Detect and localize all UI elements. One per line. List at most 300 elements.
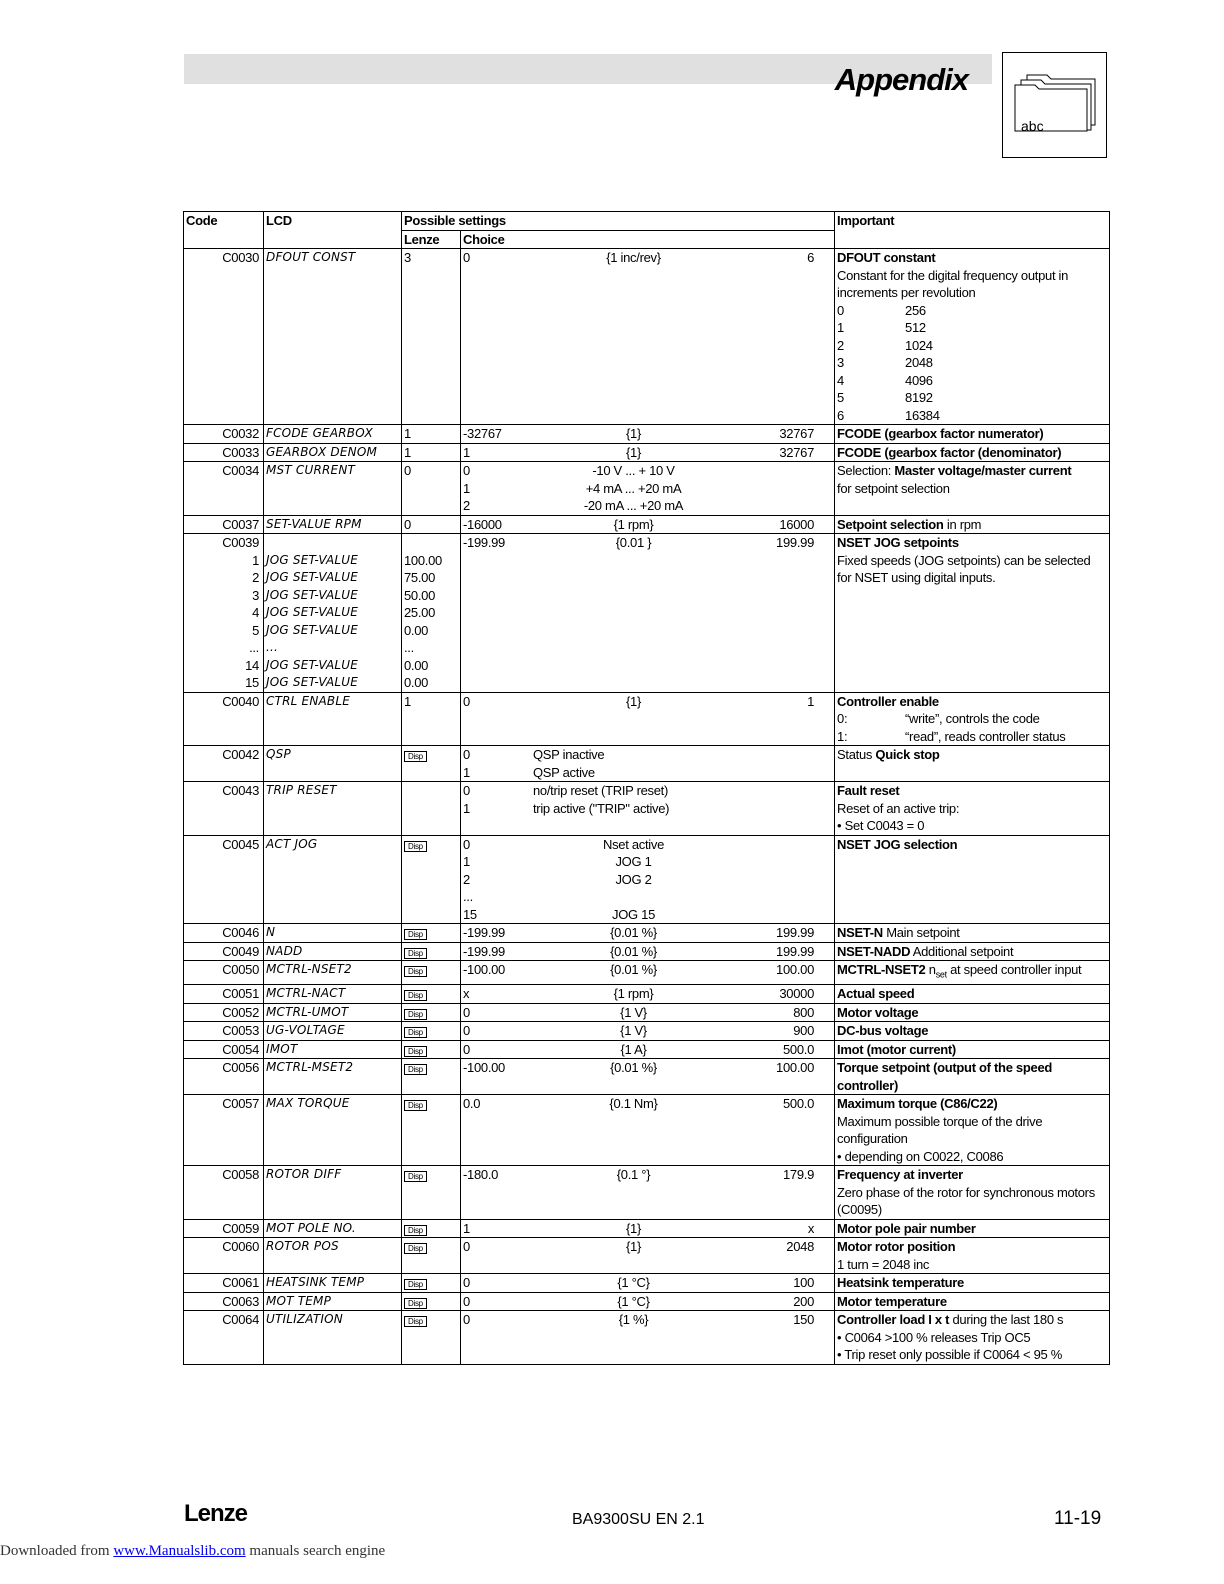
option-line [837, 302, 1107, 320]
choice-max [734, 497, 832, 515]
choice-step: {1} [626, 444, 642, 460]
choice-step: {1} [626, 693, 642, 709]
choice-line [463, 924, 832, 942]
note-text: depending on C0022, C0086 [844, 1148, 1004, 1164]
lenze-cell [402, 515, 461, 534]
choice-min: 0 [463, 1023, 470, 1039]
choice-step: {1} [626, 1220, 642, 1236]
choice-step: {1 V} [620, 1023, 647, 1039]
important-cell [835, 1059, 1110, 1095]
table-row [184, 835, 1110, 924]
lcd-line: MST CURRENT [266, 463, 356, 477]
important-cell [835, 1040, 1110, 1059]
lcd-line: DFOUT CONST [266, 250, 356, 264]
header-lenze: Lenze [402, 230, 461, 249]
table-row [184, 1166, 1110, 1220]
lenze-value: 100.00 [404, 552, 442, 568]
lenze-cell [402, 1059, 461, 1095]
code-cell [184, 425, 264, 444]
code-line: ... [249, 640, 259, 655]
note-rest2: at speed controller input [946, 962, 1082, 977]
choice-min: 0 [463, 1004, 470, 1020]
note-line [837, 1311, 1107, 1329]
lenze-cell [402, 1238, 461, 1274]
note-line [837, 985, 1107, 1003]
choice-line [463, 249, 832, 267]
code-line: 1 [252, 552, 259, 568]
lenze-cell [402, 1292, 461, 1311]
note-line [837, 267, 1107, 302]
choice-min: 1 [463, 800, 470, 816]
choice-step: {1} [626, 1239, 642, 1255]
important-cell [835, 462, 1110, 516]
note-text: Setpoint selection [837, 516, 944, 532]
note-text: Maximum torque (C86/C22) [837, 1096, 998, 1112]
important-cell [835, 1292, 1110, 1311]
lenze-cell [402, 249, 461, 425]
choice-line [463, 1238, 832, 1256]
important-cell [835, 942, 1110, 961]
note-line [837, 1220, 1107, 1238]
code-cell [184, 249, 264, 425]
choice-cell [461, 692, 835, 746]
tab-label: abc [1021, 118, 1044, 134]
choice-cell [461, 249, 835, 425]
choice-max: 199.99 [776, 535, 815, 550]
lenze-value: 0.00 [404, 622, 429, 638]
choice-min: 2 [463, 871, 470, 887]
choice-min: 0 [463, 1239, 470, 1255]
lcd-line: JOG SET-VALUE [266, 657, 359, 672]
lenze-cell [402, 835, 461, 924]
note-line [837, 943, 1107, 961]
note-text: Reset of an active trip: [837, 800, 960, 816]
note-text: NSET-N [837, 925, 883, 940]
note-text: Controller load I x t [837, 1312, 950, 1328]
option-value: 16384 [905, 407, 940, 423]
note-line [837, 1238, 1107, 1256]
choice-max [734, 746, 832, 764]
lenze-cell [402, 961, 461, 985]
choice-line [463, 1220, 832, 1238]
choice-cell [461, 924, 835, 943]
choice-min: -100.00 [463, 962, 505, 977]
choice-line [463, 871, 832, 889]
code-line: C0046 [222, 925, 259, 940]
lcd-line: TRIP RESET [266, 783, 337, 797]
lcd-line: CTRL ENABLE [266, 693, 351, 708]
choice-min: 1 [463, 444, 470, 460]
header-code: Code [184, 212, 264, 249]
note-line [837, 425, 1107, 443]
disp-badge: Disp [404, 1027, 427, 1038]
code-line: 5 [252, 622, 259, 638]
header-choice: Choice [461, 230, 835, 249]
lenze-cell [402, 462, 461, 516]
lenze-value: ... [404, 640, 414, 655]
note-text: FCODE (gearbox factor numerator) [837, 426, 1044, 441]
code-cell [184, 746, 264, 782]
choice-line [463, 1293, 832, 1311]
table-row [184, 692, 1110, 746]
choice-step: {1 V} [620, 1004, 647, 1020]
choice-line [463, 853, 832, 871]
choice-line [463, 1311, 832, 1329]
choice-line [463, 1274, 832, 1292]
choice-cell [461, 1238, 835, 1274]
note-text: Constant for the digital frequency output in increments per revolution [837, 267, 1069, 300]
note-text: Status [837, 747, 876, 762]
important-cell [835, 443, 1110, 462]
note-line [837, 693, 1107, 711]
note-line [837, 836, 1107, 854]
choice-step: JOG 1 [615, 854, 652, 869]
choice-step: {1 rpm} [613, 516, 654, 532]
choice-cell [461, 961, 835, 985]
table-row [184, 1003, 1110, 1022]
choice-min: -32767 [463, 426, 502, 441]
table-row [184, 746, 1110, 782]
note-text: Controller enable [837, 693, 939, 709]
important-cell [835, 1274, 1110, 1293]
choice-step: {1 %} [618, 1312, 649, 1328]
choice-max [734, 782, 832, 800]
lcd-line: MCTRL-UMOT [266, 1004, 349, 1019]
choice-line [463, 800, 832, 818]
lenze-value: 1 [404, 693, 411, 709]
choice-max [734, 888, 832, 906]
table-row [184, 961, 1110, 985]
lcd-cell [264, 249, 402, 425]
lcd-line: ... [266, 640, 279, 654]
code-line: C0045 [222, 836, 259, 852]
code-cell [184, 1040, 264, 1059]
choice-max: 16000 [779, 516, 815, 532]
code-cell [184, 1238, 264, 1274]
code-line: C0034 [222, 463, 259, 478]
code-line: C0050 [222, 962, 259, 977]
note-text: Trip reset only possible if C0064 < 95 % [844, 1347, 1063, 1363]
choice-max: 1 [807, 693, 815, 709]
note-rest: in rpm [943, 516, 982, 532]
note-text: Motor temperature [837, 1293, 947, 1309]
lcd-cell [264, 835, 402, 924]
option-line [837, 407, 1107, 425]
option-line [837, 354, 1107, 372]
bullet-line [837, 1148, 1107, 1166]
note-line [837, 516, 1107, 534]
lenze-value [404, 782, 458, 800]
code-line: C0037 [222, 516, 259, 532]
choice-cell [461, 1219, 835, 1238]
choice-step: {0.01 %} [610, 925, 657, 940]
choice-step: {1} [626, 426, 642, 441]
option-line [837, 372, 1107, 390]
note-text: Actual speed [837, 986, 915, 1002]
code-line: 15 [245, 675, 259, 690]
option-key: 5 [837, 390, 844, 405]
code-line: C0052 [222, 1004, 259, 1020]
note-rest: n [925, 962, 936, 977]
important-cell [835, 924, 1110, 943]
note-line [837, 1274, 1107, 1292]
disp-badge: Disp [404, 1100, 427, 1111]
choice-cell [461, 1022, 835, 1041]
note-line [837, 1041, 1107, 1059]
lcd-line: JOG SET-VALUE [266, 570, 359, 584]
choice-max: 32767 [779, 444, 815, 460]
choice-max: 100.00 [776, 1060, 815, 1076]
important-cell [835, 985, 1110, 1004]
important-cell [835, 534, 1110, 693]
choice-step: JOG 2 [615, 871, 652, 887]
choice-step: JOG 15 [612, 906, 655, 922]
note-rest: during the last 180 s [949, 1312, 1064, 1328]
lenze-value: 75.00 [404, 570, 436, 585]
choice-cell [461, 1040, 835, 1059]
choice-step: {0.01 %} [610, 962, 657, 977]
code-line: C0053 [222, 1023, 259, 1039]
disp-badge: Disp [404, 1046, 427, 1057]
choice-min: 1 [463, 854, 470, 869]
important-cell [835, 425, 1110, 444]
option-key: 0 [837, 302, 844, 318]
disp-badge: Disp [404, 1064, 427, 1075]
lcd-cell [264, 746, 402, 782]
choice-max [734, 906, 832, 924]
option-key: 1 [837, 320, 844, 335]
choice-min: 15 [463, 906, 477, 922]
table-row [184, 1292, 1110, 1311]
note-text: Selection: [837, 463, 895, 478]
choice-max [734, 462, 832, 480]
lenze-value [404, 534, 458, 552]
choice-max [734, 480, 832, 498]
code-line: C0064 [222, 1312, 259, 1328]
table-row [184, 1040, 1110, 1059]
table-row [184, 1059, 1110, 1095]
note-rest: Quick stop [875, 747, 940, 762]
lcd-cell [264, 985, 402, 1004]
code-cell [184, 985, 264, 1004]
lcd-line: JOG SET-VALUE [266, 587, 359, 602]
lcd-line: NADD [266, 943, 303, 958]
option-line [837, 389, 1107, 407]
choice-line [463, 836, 832, 854]
code-cell [184, 1311, 264, 1365]
header-lcd: LCD [264, 212, 402, 249]
code-cell [184, 534, 264, 693]
note-rest: Main setpoint [882, 925, 960, 940]
lcd-line: IMOT [266, 1041, 298, 1056]
table-row [184, 1095, 1110, 1166]
table-body [184, 249, 1110, 1365]
option-line [837, 710, 1107, 728]
note-text: Set C0043 = 0 [844, 818, 925, 833]
choice-max: 199.99 [776, 925, 815, 940]
note-text: Fault reset [837, 783, 900, 798]
choice-min: 0.0 [463, 1096, 481, 1112]
choice-min: -180.0 [463, 1167, 499, 1183]
choice-cell [461, 1311, 835, 1365]
download-note: Downloaded from www.Manualslib.com manuals search engine [0, 1543, 386, 1559]
code-line: C0061 [222, 1275, 259, 1291]
choice-max [734, 764, 832, 782]
note-text: Fixed speeds (JOG setpoints) can be selected for NSET using digital inputs. [837, 552, 1091, 585]
lcd-line: SET-VALUE RPM [266, 516, 362, 531]
choice-step: {1 A} [620, 1041, 647, 1057]
choice-max: 30000 [779, 986, 815, 1002]
table-row [184, 443, 1110, 462]
important-cell [835, 1238, 1110, 1274]
lcd-line [266, 534, 399, 552]
lcd-cell [264, 692, 402, 746]
choice-line [463, 1041, 832, 1059]
disp-badge: Disp [404, 1171, 427, 1182]
disp-badge: Disp [404, 1279, 427, 1290]
choice-min: 0 [463, 250, 470, 265]
choice-line [463, 1059, 832, 1077]
lcd-line: MOT POLE NO. [266, 1220, 356, 1235]
lenze-value: 1 [404, 426, 411, 441]
important-cell [835, 515, 1110, 534]
choice-step: {1 °C} [617, 1293, 650, 1309]
code-line: 14 [245, 657, 259, 673]
code-line: C0057 [222, 1096, 259, 1112]
note-text: FCODE (gearbox factor (denominator) [837, 444, 1062, 460]
option-value: 512 [905, 320, 926, 335]
tab-box [1002, 52, 1107, 158]
choice-min: -16000 [463, 516, 502, 532]
choice-cell [461, 1003, 835, 1022]
code-line: C0054 [222, 1041, 259, 1057]
option-value: “read”, reads controller status [905, 728, 1066, 744]
manualslib-link[interactable]: www.Manualslib.com [113, 1543, 246, 1559]
important-cell [835, 1095, 1110, 1166]
choice-max [734, 836, 832, 854]
lcd-line: ACT JOG [266, 836, 318, 851]
note-sub: set [935, 969, 947, 980]
choice-min: 0 [463, 836, 470, 852]
table-row [184, 924, 1110, 943]
choice-max: 6 [807, 250, 815, 265]
choice-max [734, 871, 832, 889]
code-cell [184, 692, 264, 746]
choice-cell [461, 462, 835, 516]
choice-step: QSP active [533, 764, 595, 780]
note-text: C0064 >100 % releases Trip OC5 [844, 1329, 1031, 1345]
choice-line [463, 1022, 832, 1040]
table-row [184, 462, 1110, 516]
code-line: C0063 [222, 1293, 259, 1309]
lcd-cell [264, 1292, 402, 1311]
choice-line [463, 764, 832, 782]
lenze-cell [402, 782, 461, 836]
option-key: 0: [837, 711, 848, 726]
choice-line [463, 480, 832, 498]
important-cell [835, 961, 1110, 985]
option-value: 4096 [905, 372, 933, 388]
note-line [837, 782, 1107, 800]
code-line: C0032 [222, 426, 259, 441]
code-cell [184, 1022, 264, 1041]
choice-cell [461, 425, 835, 444]
option-key: 1: [837, 728, 848, 744]
lcd-line: MCTRL-NACT [266, 986, 346, 1001]
lcd-line: JOG SET-VALUE [266, 552, 359, 567]
lenze-value: 50.00 [404, 587, 436, 603]
choice-min: -199.99 [463, 535, 505, 550]
disp-badge: Disp [404, 990, 427, 1001]
note-text: Motor pole pair number [837, 1220, 976, 1236]
choice-max: 200 [793, 1293, 815, 1309]
lcd-cell [264, 1166, 402, 1220]
lenze-cell [402, 1219, 461, 1238]
lenze-value: 0.00 [404, 657, 429, 673]
lenze-cell [402, 1003, 461, 1022]
lenze-value: 25.00 [404, 605, 436, 620]
important-cell [835, 249, 1110, 425]
choice-line [463, 1166, 832, 1184]
note-line [837, 746, 1107, 764]
lenze-cell [402, 942, 461, 961]
lcd-cell [264, 534, 402, 693]
code-cell [184, 1166, 264, 1220]
note-line [837, 534, 1107, 552]
bullet-line [837, 1346, 1107, 1364]
note-text: for setpoint selection [837, 480, 950, 496]
lcd-cell [264, 1003, 402, 1022]
disp-badge: Disp [404, 1225, 427, 1236]
note-line [837, 924, 1107, 942]
choice-line [463, 888, 832, 906]
lcd-cell [264, 1059, 402, 1095]
choice-line [463, 693, 832, 711]
choice-step: +4 mA ... +20 mA [585, 480, 682, 496]
lenze-cell [402, 746, 461, 782]
table-row [184, 534, 1110, 693]
lenze-value: 1 [404, 444, 411, 460]
code-line: C0059 [222, 1220, 259, 1236]
option-key: 2 [837, 337, 844, 353]
lcd-line: ROTOR POS [266, 1239, 339, 1254]
lcd-cell [264, 1040, 402, 1059]
note-line [837, 1113, 1107, 1148]
note-text: DC-bus voltage [837, 1023, 929, 1039]
choice-cell [461, 985, 835, 1004]
choice-max: 199.99 [776, 943, 815, 959]
code-cell [184, 1095, 264, 1166]
disp-badge: Disp [404, 751, 427, 762]
table-row [184, 1311, 1110, 1365]
choice-min: 0 [463, 1312, 470, 1328]
code-line: 2 [252, 570, 259, 585]
note-line [837, 480, 1107, 498]
code-line: C0040 [222, 693, 259, 709]
choice-cell [461, 1274, 835, 1293]
choice-min: -199.99 [463, 943, 505, 959]
choice-step: {0.1 °} [616, 1167, 651, 1183]
lcd-line: N [266, 925, 276, 939]
code-cell [184, 1219, 264, 1238]
note-line [837, 249, 1107, 267]
note-line [837, 552, 1107, 587]
note-text: NSET-NADD [837, 943, 911, 959]
lcd-cell [264, 924, 402, 943]
lcd-line: JOG SET-VALUE [266, 622, 359, 637]
choice-cell [461, 1166, 835, 1220]
choice-max [734, 800, 832, 818]
